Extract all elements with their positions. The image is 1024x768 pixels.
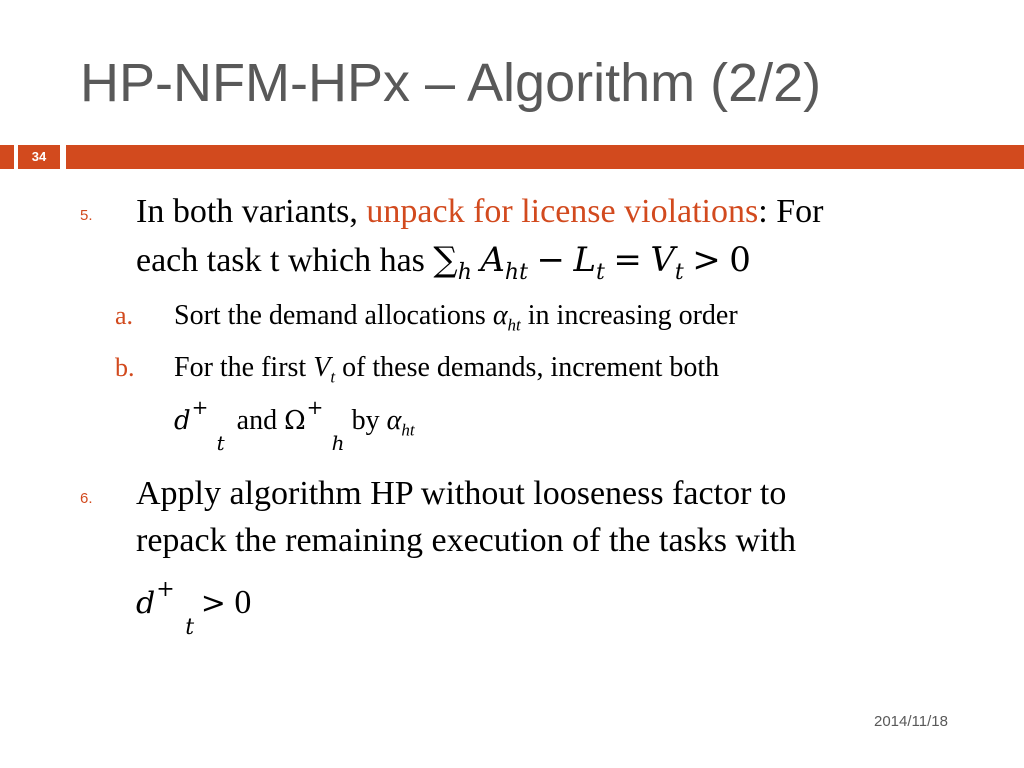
alpha-symbol: α xyxy=(386,405,402,436)
formula-equals: = xyxy=(613,240,642,280)
title-underline-left xyxy=(0,145,14,169)
sum-subscript: h xyxy=(457,259,472,285)
formula-gt: > xyxy=(692,240,721,280)
item-6-line-1: Apply algorithm HP without looseness factor to xyxy=(136,475,787,512)
omega-superscript: + xyxy=(306,395,324,419)
formula-l-subscript: t xyxy=(596,259,605,285)
item-6-line-3 xyxy=(136,577,252,640)
sub-item-a-text: Sort the demand allocations xyxy=(174,300,486,331)
item-5-line-1 xyxy=(136,193,823,231)
v-subscript: t xyxy=(330,367,336,387)
alpha-subscript: ht xyxy=(401,420,415,440)
d-superscript: + xyxy=(191,395,209,419)
formula-zero: 0 xyxy=(729,240,751,280)
license-violation-formula xyxy=(433,240,751,285)
formula-v: V xyxy=(650,240,675,280)
gt-symbol: > xyxy=(200,586,226,621)
sub-marker-b: b. xyxy=(115,353,135,382)
d-symbol: d xyxy=(136,586,156,621)
sub-item-a-text-after: in increasing order xyxy=(527,300,738,331)
alpha-symbol: α xyxy=(492,300,508,331)
item-5-highlight: unpack for license violations xyxy=(366,193,759,230)
sub-item-b-text-after: of these demands, increment both xyxy=(342,352,720,383)
slide-title: HP-NFM-HPx – Algorithm (2/2) xyxy=(80,53,822,113)
item-5-line-2 xyxy=(136,240,751,285)
d-subscript: t xyxy=(216,431,225,455)
slide-date: 2014/11/18 xyxy=(874,713,948,730)
sub-item-b-line-2 xyxy=(174,395,415,455)
item-5-line2-text: each task t which has xyxy=(136,242,425,279)
and-text: and xyxy=(236,405,278,436)
sub-item-b-text: For the first xyxy=(174,352,307,383)
sum-symbol: ∑ xyxy=(433,240,458,280)
formula-a: A xyxy=(480,240,505,280)
item-5-text: In both variants, xyxy=(136,193,358,230)
zero-value: 0 xyxy=(234,584,252,621)
d-subscript: t xyxy=(185,615,195,640)
v-symbol: V xyxy=(313,352,331,383)
sub-marker-a: a. xyxy=(115,301,134,330)
item-5-text-after: : For xyxy=(758,193,824,230)
formula-a-subscript: ht xyxy=(504,259,528,285)
omega-symbol: Ω xyxy=(284,406,306,436)
sub-item-a-line xyxy=(174,300,738,335)
title-underline-bar xyxy=(66,145,1024,169)
alpha-subscript: ht xyxy=(507,315,521,335)
by-text: by xyxy=(351,405,380,436)
list-marker-6: 6. xyxy=(80,490,93,507)
formula-minus: − xyxy=(536,240,565,280)
sub-item-b-line-1 xyxy=(174,352,720,387)
formula-v-subscript: t xyxy=(674,259,684,285)
slide-number: 34 xyxy=(18,145,60,169)
d-superscript: + xyxy=(156,577,175,602)
omega-subscript: h xyxy=(331,431,345,455)
list-marker-5: 5. xyxy=(80,207,93,224)
item-6-line-2: repack the remaining execution of the tasks with xyxy=(136,522,796,559)
formula-l: L xyxy=(573,240,597,280)
d-symbol: d xyxy=(174,406,191,436)
